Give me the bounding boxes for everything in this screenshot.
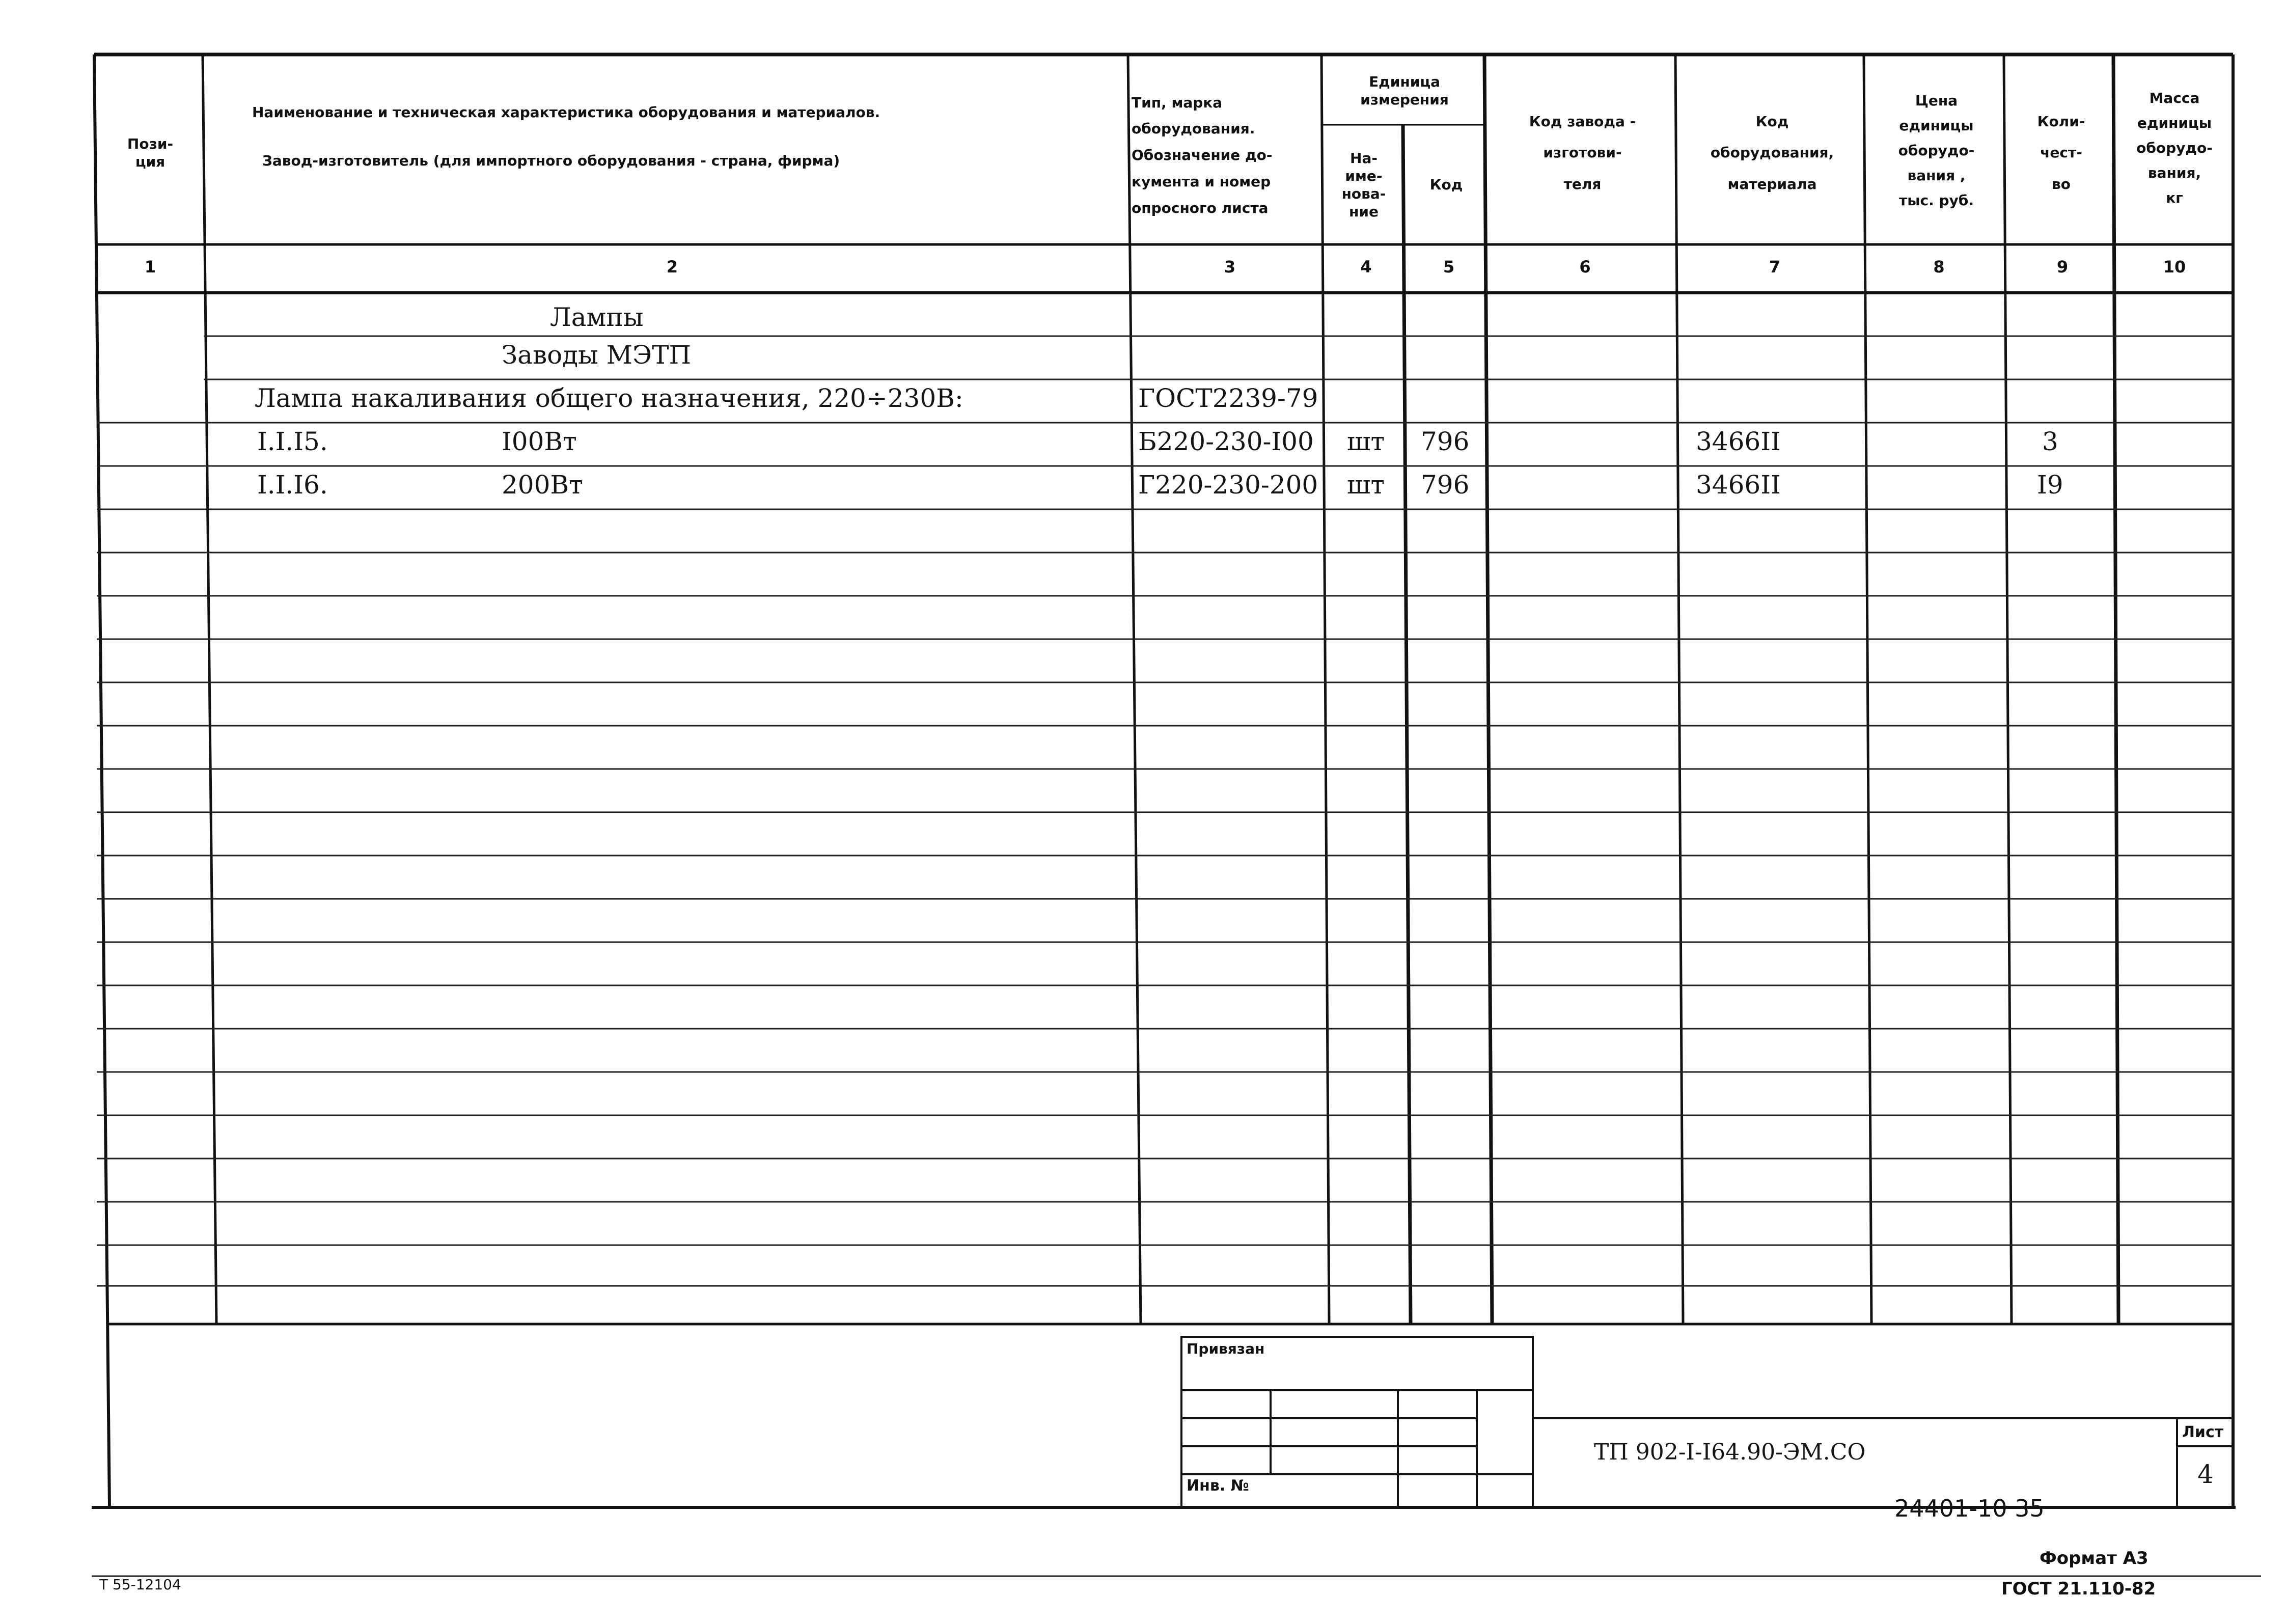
stamp-privyazan: Привязан — [1187, 1340, 1265, 1357]
header-position: Пози- ция — [127, 135, 174, 170]
header-unit-group: Единица измерения — [1360, 73, 1449, 108]
gost-label: ГОСТ 21.110-82 — [2001, 1579, 2156, 1599]
row-1-name: I00Вт — [502, 427, 577, 456]
stamp-inv-number: Инв. № — [1187, 1477, 1249, 1495]
row-2-name: 200Вт — [502, 470, 583, 500]
header-factory-code: Код завода - изготови- теля — [1529, 113, 1636, 192]
header-name-line1: Наименование и техническая характеристика оборудования и материалов. — [252, 103, 880, 121]
row-1-quantity: 3 — [2042, 427, 2058, 456]
row-lamp-gost: ГОСТ2239-79 — [1138, 383, 1318, 413]
col-number-10: 10 — [2163, 257, 2186, 277]
row-2-type: Г220-230-200 — [1138, 470, 1318, 500]
row-1-unit: шт — [1347, 427, 1385, 456]
row-2-position: I.I.I6. — [257, 470, 328, 500]
header-type: Тип, марка оборудования. Обозначение до- кумента и номер опросного листа — [1132, 94, 1273, 216]
col-number-7: 7 — [1769, 257, 1781, 277]
row-1-equipment-code: 3466II — [1696, 427, 1781, 456]
col-number-8: 8 — [1933, 257, 1945, 277]
row-1-position: I.I.I5. — [257, 427, 328, 456]
col-number-9: 9 — [2056, 257, 2069, 277]
row-2-quantity: I9 — [2037, 470, 2063, 500]
row-1-unit-code: 796 — [1421, 427, 1470, 456]
sheet-number: 4 — [2197, 1460, 2214, 1489]
col-number-3: 3 — [1224, 257, 1236, 277]
col-number-1: 1 — [144, 257, 156, 277]
row-2-equipment-code: 3466II — [1696, 470, 1781, 500]
format-label: Формат А3 — [2040, 1548, 2149, 1568]
header-quantity: Коли- чест- во — [2037, 113, 2085, 192]
row-2-unit: шт — [1347, 470, 1385, 500]
row-1-type: Б220-230-I00 — [1138, 427, 1314, 456]
header-name-line2: Завод-изготовитель (для импортного оборудования - страна, фирма) — [262, 152, 840, 169]
row-2-unit-code: 796 — [1421, 470, 1470, 500]
header-unit-code: Код — [1429, 176, 1463, 193]
col-number-5: 5 — [1443, 257, 1455, 277]
header-equipment-code: Код оборудования, материала — [1710, 113, 1834, 192]
document-code: ТП 902-I-I64.90-ЭМ.СО — [1594, 1439, 1866, 1465]
col-number-6: 6 — [1579, 257, 1591, 277]
archive-number: 24401-10 35 — [1894, 1495, 2045, 1522]
sheet-label: Лист — [2182, 1423, 2224, 1441]
row-lamp-description: Лампа накаливания общего назначения, 220÷230В: — [255, 383, 963, 413]
row-factories-heading: Заводы МЭТП — [502, 340, 692, 370]
left-code: Т 55-12104 — [99, 1576, 181, 1593]
header-price: Цена единицы оборудо- вания , тыс. руб. — [1898, 92, 1975, 209]
row-lamps-heading: Лампы — [550, 302, 644, 332]
header-unit-name: На- име- нова- ние — [1341, 149, 1386, 220]
col-number-2: 2 — [666, 257, 678, 277]
col-number-4: 4 — [1360, 257, 1372, 277]
header-mass: Масса единицы оборудо- вания, кг — [2136, 89, 2213, 206]
